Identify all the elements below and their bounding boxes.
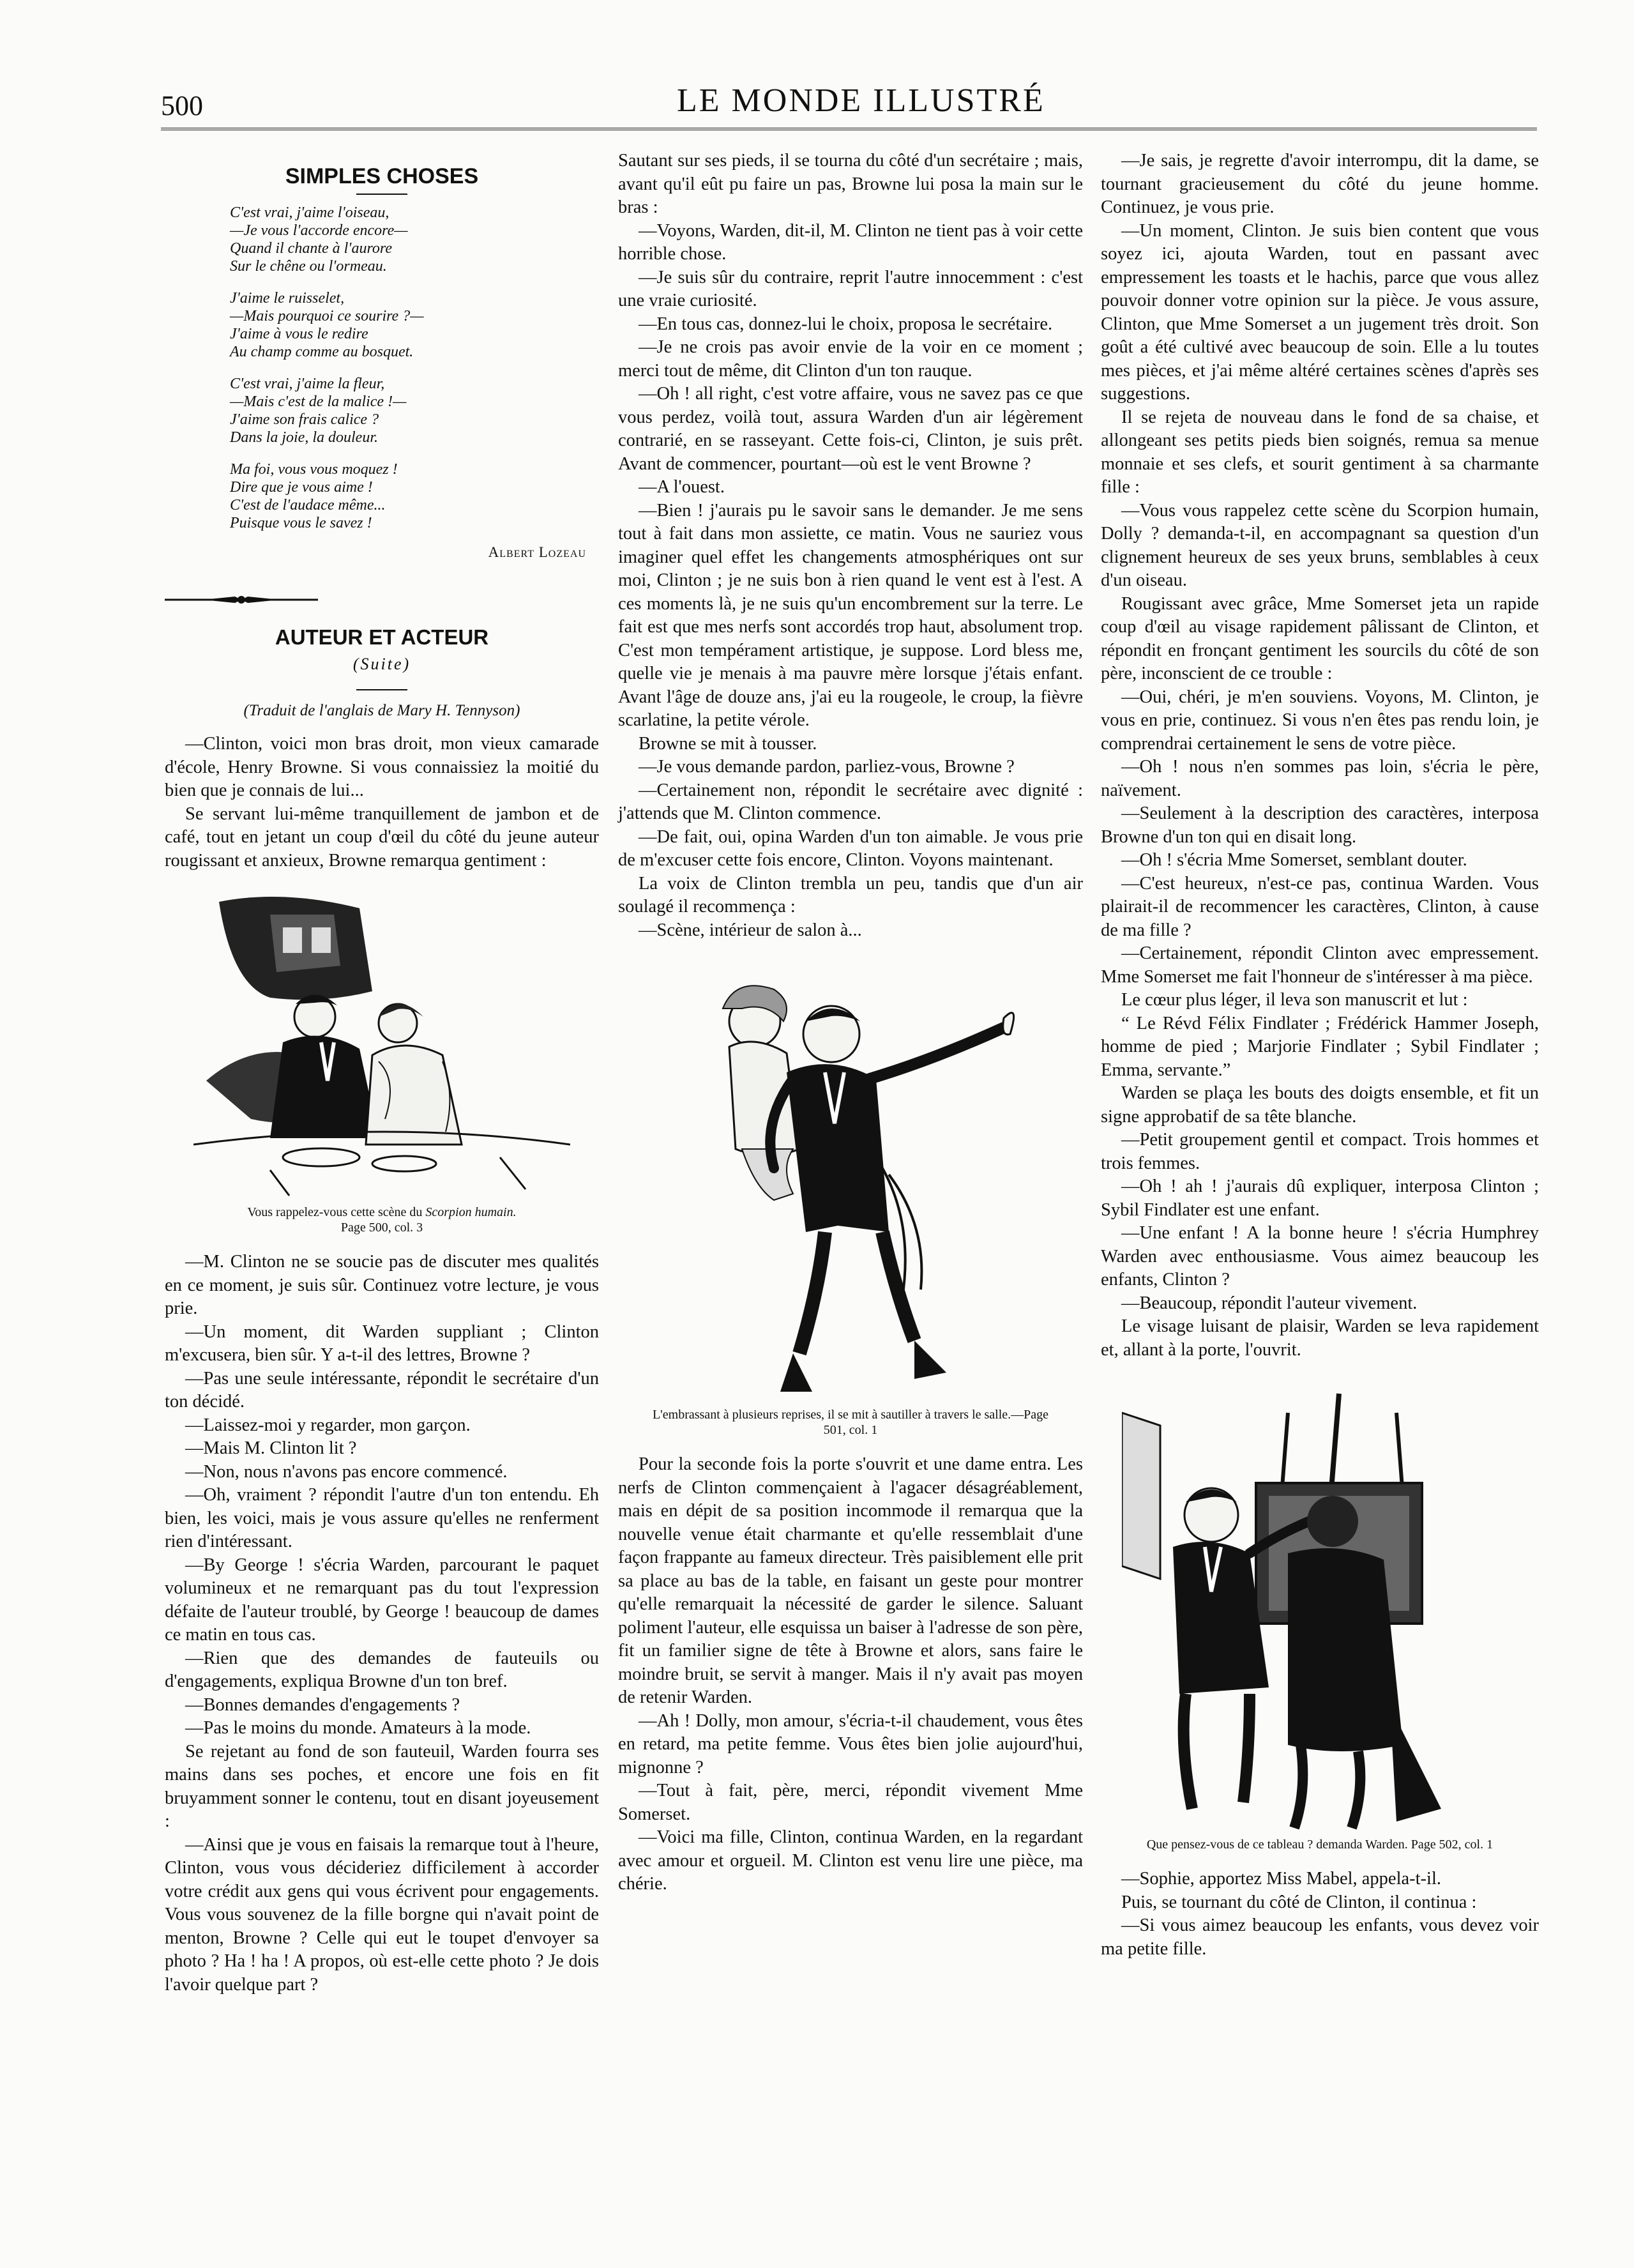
breakfast-scene-illustration <box>193 889 570 1202</box>
column-2 <box>618 149 1083 1896</box>
paragraph: Warden se plaça les bouts des doigts ensemble, et fit un signe approbatif de sa tête blanche. <box>1101 1083 1539 1127</box>
header-rule <box>161 128 1537 132</box>
paragraph: Le visage luisant de plaisir, Warden se leva rapidement et, allant à la porte, l'ouvrit. <box>1101 1316 1539 1360</box>
paragraph: Se rejetant au fond de son fauteuil, Warden fourra ses mains dans ses poches, et encore une fois en fit bruyamment sonner le contenu, tout en disant joyeusement : <box>165 1741 599 1831</box>
paragraph: —Oh ! ah ! j'aurais dû expliquer, interposa Clinton ; Sybil Findlater est une enfant. <box>1101 1176 1539 1220</box>
paragraph: —By George ! s'écria Warden, parcourant le paquet volumineux et ne remarquant pas du tout l'expression défaite de l'auteur troublé, by George ! beaucoup de dames ce matin en tous cas. <box>165 1555 599 1645</box>
paragraph: —Oh ! s'écria Mme Somerset, semblant douter. <box>1121 850 1467 870</box>
story-title: AUTEUR ET ACTEUR <box>275 625 489 649</box>
figure-2-caption: L'embrassant à plusieurs reprises, il se mit à sautiller à travers le salle.—Page 501, col. 1 <box>652 1408 1049 1437</box>
story-title-rule <box>356 689 407 690</box>
paragraph: —Sophie, apportez Miss Mabel, appela-t-il. <box>1121 1869 1442 1889</box>
col1-post-text <box>165 1251 599 1997</box>
poem-line: Quand il chante à l'aurore <box>230 240 392 257</box>
ornament-divider <box>165 595 318 605</box>
painting-easel-illustration <box>1122 1387 1518 1834</box>
paragraph: —Voyons, Warden, dit-il, M. Clinton ne tient pas à voir cette horrible chose. <box>618 220 1083 264</box>
poem-line: J'aime son frais calice ? <box>230 411 379 428</box>
paragraph: —Pas une seule intéressante, répondit le secrétaire d'un ton décidé. <box>165 1368 599 1412</box>
paragraph: —Tout à fait, père, merci, répondit vivement Mme Somerset. <box>618 1781 1083 1824</box>
figure-1-caption <box>165 1205 599 1235</box>
paragraph: Il se rejeta de nouveau dans le fond de sa chaise, et allongeant ses petits pieds bien soignés, remua sa menue monnaie et ses clefs, et sourit gentiment à sa charmante fille : <box>1101 407 1539 497</box>
paragraph: —De fait, oui, opina Warden d'un ton aimable. Je vous prie de m'excuser cette fois encore, Clinton. Voyons maintenant. <box>618 826 1083 870</box>
paragraph: —Je suis sûr du contraire, reprit l'autre innocemment : c'est une vraie curiosité. <box>618 267 1083 310</box>
paragraph: —Je sais, je regrette d'avoir interrompu, dit la dame, se tournant gracieusement du côté du jeune homme. Continuez, je vous prie. <box>1101 151 1539 217</box>
paragraph: Pour la seconde fois la porte s'ouvrit et une dame entra. Les nerfs de Clinton commençaient à l'agacer désagréablement, mais en dépit de sa position incommode il remarqua que la nouvelle venue était charmante et qu'elle ressemblait d'une façon frappante au fameux directeur. Très paisiblement elle prit sa place au bas de la table, en faisant un geste pour montrer qu'elle remarquait la nécessité de garder le silence. Saluant poliment l'auteur, elle esquissa un baiser à l'adresse de son père, fit un familier signe de tête à Browne et alors, sans faire le moindre bruit, se servit à manger. Mais il n'y avait pas moyen de retenir Warden. <box>618 1454 1083 1707</box>
poem-line: C'est vrai, j'aime la fleur, <box>230 375 385 392</box>
figure-1-caption-ref: Page 500, col. 3 <box>340 1221 423 1235</box>
paragraph: —Clinton, voici mon bras droit, mon vieux camarade d'école, Henry Browne. Si vous connaissiez la moitié du bien que je connais de lui... <box>165 734 599 800</box>
paragraph: —Non, nous n'avons pas encore commencé. <box>185 1461 508 1482</box>
poem-line: Dans la joie, la douleur. <box>230 429 378 446</box>
column-1 <box>165 149 599 1997</box>
paragraph: —C'est heureux, n'est-ce pas, continua Warden. Vous plairait-il de recommencer les caractères, Clinton, à cause de ma fille ? <box>1101 873 1539 940</box>
figure-1-caption-text: Vous rappelez-vous cette scène du <box>247 1205 423 1219</box>
poem-author: Albert Lozeau <box>488 544 586 560</box>
paragraph: —Scène, intérieur de salon à... <box>639 920 862 940</box>
paragraph: —Voici ma fille, Clinton, continua Warden, en la regardant avec amour et orgueil. M. Clinton est venu lire une pièce, ma chérie. <box>618 1827 1083 1894</box>
paragraph: —Oui, chéri, je m'en souviens. Voyons, M. Clinton, je vous en prie, continuez. Si vous n'en êtes pas rendu loin, je comprendrai certainement le sens de votre pièce. <box>1101 687 1539 754</box>
paragraph: —Bonnes demandes d'engagements ? <box>185 1694 460 1715</box>
paragraph: Rougissant avec grâce, Mme Somerset jeta un rapide coup d'œil au visage rapidement pâlissant de Clinton, et répondit en fronçant gentiment les sourcils du côté de son père, inconscient de ce trouble : <box>1101 593 1539 683</box>
paragraph: —Laissez-moi y regarder, mon garçon. <box>185 1415 471 1435</box>
paragraph: —Oh, vraiment ? répondit l'autre d'un ton entendu. Eh bien, les voici, mais je vous assure qu'elles ne renferment rien d'intéressant. <box>165 1485 599 1551</box>
paragraph: —En tous cas, donnez-lui le choix, proposa le secrétaire. <box>639 314 1053 334</box>
paragraph: —Certainement non, répondit le secrétaire avec dignité : j'attends que M. Clinton commence. <box>618 780 1083 823</box>
col1-pre-text <box>165 733 599 872</box>
paragraph: —Beaucoup, répondit l'auteur vivement. <box>1121 1293 1418 1313</box>
poem-stanza <box>230 375 599 446</box>
paragraph: —Oh ! all right, c'est votre affaire, vous ne savez pas ce que vous perdez, voilà tout, assura Warden d'un air légèrement contrarié, en se rasseyant. Cette fois-ci, Clinton, je suis prêt. Avant de commencer, pourtant—où est le vent Browne ? <box>618 384 1083 474</box>
poem-line: J'aime à vous le redire <box>230 325 368 342</box>
paragraph: —Pas le moins du monde. Amateurs à la mode. <box>185 1718 531 1738</box>
paragraph: Puis, se tournant du côté de Clinton, il continua : <box>1121 1892 1477 1912</box>
poem-line: J'aime le ruisselet, <box>230 289 345 307</box>
paragraph: Sautant sur ses pieds, il se tourna du côté d'un secrétaire ; mais, avant qu'il eût pu faire un pas, Browne lui posa la main sur le bras : <box>618 151 1083 217</box>
paragraph: —Vous vous rappelez cette scène du Scorpion humain, Dolly ? demanda-t-il, en accompagnant sa question d'un clignement heureux de ses yeux bruns, semblables à ceux d'un oiseau. <box>1101 500 1539 590</box>
poem-line: Ma foi, vous vous moquez ! <box>230 460 398 478</box>
poem-line: Dire que je vous aime ! <box>230 478 373 496</box>
poem-line: Puisque vous le savez ! <box>230 514 372 531</box>
poem-line: —Je vous l'accorde encore— <box>230 222 408 239</box>
paragraph: Le cœur plus léger, il leva son manuscrit et lut : <box>1121 990 1468 1010</box>
paragraph: —Ainsi que je vous en faisais la remarque tout à l'heure, Clinton, vous vous décideriez difficilement à accorder votre crédit aux gens qui vous écrivent pour engagements. Vous vous souvenez de la fille borgne qui n'avait point de menton, Browne ? Celle qui eut le toupet d'envoyer sa photo ? Ha ! ha ! A propos, où est-elle cette photo ? Je dois l'avoir quelque part ? <box>165 1834 599 1995</box>
journal-title: LE MONDE ILLUSTRÉ <box>677 82 1045 119</box>
poem-title: SIMPLES CHOSES <box>285 164 479 188</box>
paragraph: —M. Clinton ne se soucie pas de discuter mes qualités en ce moment, je suis sûr. Continuez votre lecture, je vous prie. <box>165 1252 599 1318</box>
paragraph: La voix de Clinton trembla un peu, tandis que d'un air soulagé il recommença : <box>618 873 1083 917</box>
poem-line: —Mais pourquoi ce sourire ?— <box>230 307 424 324</box>
poem-stanza <box>230 204 599 275</box>
paragraph: —Petit groupement gentil et compact. Trois hommes et trois femmes. <box>1101 1130 1539 1173</box>
poem-line: Au champ comme au bosquet. <box>230 343 414 360</box>
page-number: 500 <box>161 90 203 121</box>
column-3 <box>1101 149 1539 1961</box>
poem-line: —Mais c'est de la malice !— <box>230 393 407 410</box>
paragraph: —Certainement, répondit Clinton avec empressement. Mme Somerset me fait l'honneur de s'intéresser à ma pièce. <box>1101 943 1539 987</box>
paragraph: —Un moment, dit Warden suppliant ; Clinton m'excusera, bien sûr. Y a-t-il des lettres, Browne ? <box>165 1321 599 1365</box>
poem-line: C'est vrai, j'aime l'oiseau, <box>230 204 390 221</box>
paragraph: —Seulement à la description des caractères, interposa Browne d'un ton qui en disait long. <box>1101 803 1539 847</box>
paragraph: —Je vous demande pardon, parliez-vous, Browne ? <box>639 757 1015 777</box>
figure-1-caption-work: Scorpion humain. <box>425 1205 517 1219</box>
paragraph: —Rien que des demandes de fauteuils ou d'engagements, expliqua Browne d'un ton bref. <box>165 1648 599 1691</box>
paragraph: —Une enfant ! A la bonne heure ! s'écria Humphrey Warden avec enthousiasme. Vous aimez beaucoup les enfants, Clinton ? <box>1101 1223 1539 1290</box>
paragraph: —Bien ! j'aurais pu le savoir sans le demander. Je me sens tout à fait dans mon assiette, ce matin. Vous ne sauriez vous imaginer quel effet les changements atmosphériques ont sur moi, Clinton ; je ne suis bon à rien quand le vent est à l'est. A ces moments là, je ne suis qu'un encombrement sur la terre. Le fait est que mes nerfs sont accordés trop haut, absolument trop. C'est mon tempérament artistique, je suppose. Lord bless me, quelle vie je menais à ma pauvre mère lorsque j'étais enfant. Avant l'âge de douze ans, j'ai eu la rougeole, le croup, la fièvre scarlatine, la petite vérole. <box>618 500 1083 730</box>
poem-stanza <box>230 460 599 532</box>
poem-stanza <box>230 289 599 361</box>
paragraph: —Ah ! Dolly, mon amour, s'écria-t-il chaudement, vous êtes en retard, ma petite femme. Vous êtes bien jolie aujourd'hui, mignonne ? <box>618 1710 1083 1777</box>
story-subtitle: (Suite) <box>352 655 411 673</box>
poem-line: Sur le chêne ou l'ormeau. <box>230 257 387 275</box>
paragraph: —Si vous aimez beaucoup les enfants, vous devez voir ma petite fille. <box>1101 1915 1539 1959</box>
paragraph: —A l'ouest. <box>639 477 725 497</box>
paragraph: “ Le Révd Félix Findlater ; Frédérick Hammer Joseph, homme de pied ; Marjorie Findlater ; Sybil Findlater ; Emma, servante.” <box>1101 1013 1539 1080</box>
paragraph: Browne se mit à tousser. <box>639 733 817 754</box>
paragraph: —Oh ! nous n'en sommes pas loin, s'écria le père, naïvement. <box>1101 757 1539 800</box>
poem-title-rule <box>356 194 407 195</box>
paragraph: —Je ne crois pas avoir envie de la voir en ce moment ; merci tout de même, dit Clinton d'un ton rauque. <box>618 337 1083 381</box>
translator-note: (Traduit de l'anglais de Mary H. Tennyson) <box>243 701 520 719</box>
figure-3-caption: Que pensez-vous de ce tableau ? demanda Warden. Page 502, col. 1 <box>1146 1838 1494 1852</box>
poem-line: C'est de l'audace même... <box>230 496 386 514</box>
paragraph: —Un moment, Clinton. Je suis bien content que vous soyez ici, ajouta Warden, tout en passant avec empressement les toasts et le hachis, parce que vous allez pouvoir donner votre opinion sur la pièce. Je vous assure, Clinton, que Mme Somerset a un jugement très droit. Son goût a été cultivé avec beaucoup de soin. Elle a lu toutes mes pièces, et j'ai même altéré certaines scènes d'après ses suggestions. <box>1101 220 1539 404</box>
paragraph: —Mais M. Clinton lit ? <box>185 1438 357 1458</box>
paragraph: Se servant lui-même tranquillement de jambon et de café, tout en jetant un coup d'œil du côté du jeune auteur rougissant et anxieux, Browne remarqua gentiment : <box>165 803 599 871</box>
dancing-father-child-illustration <box>646 957 1055 1404</box>
